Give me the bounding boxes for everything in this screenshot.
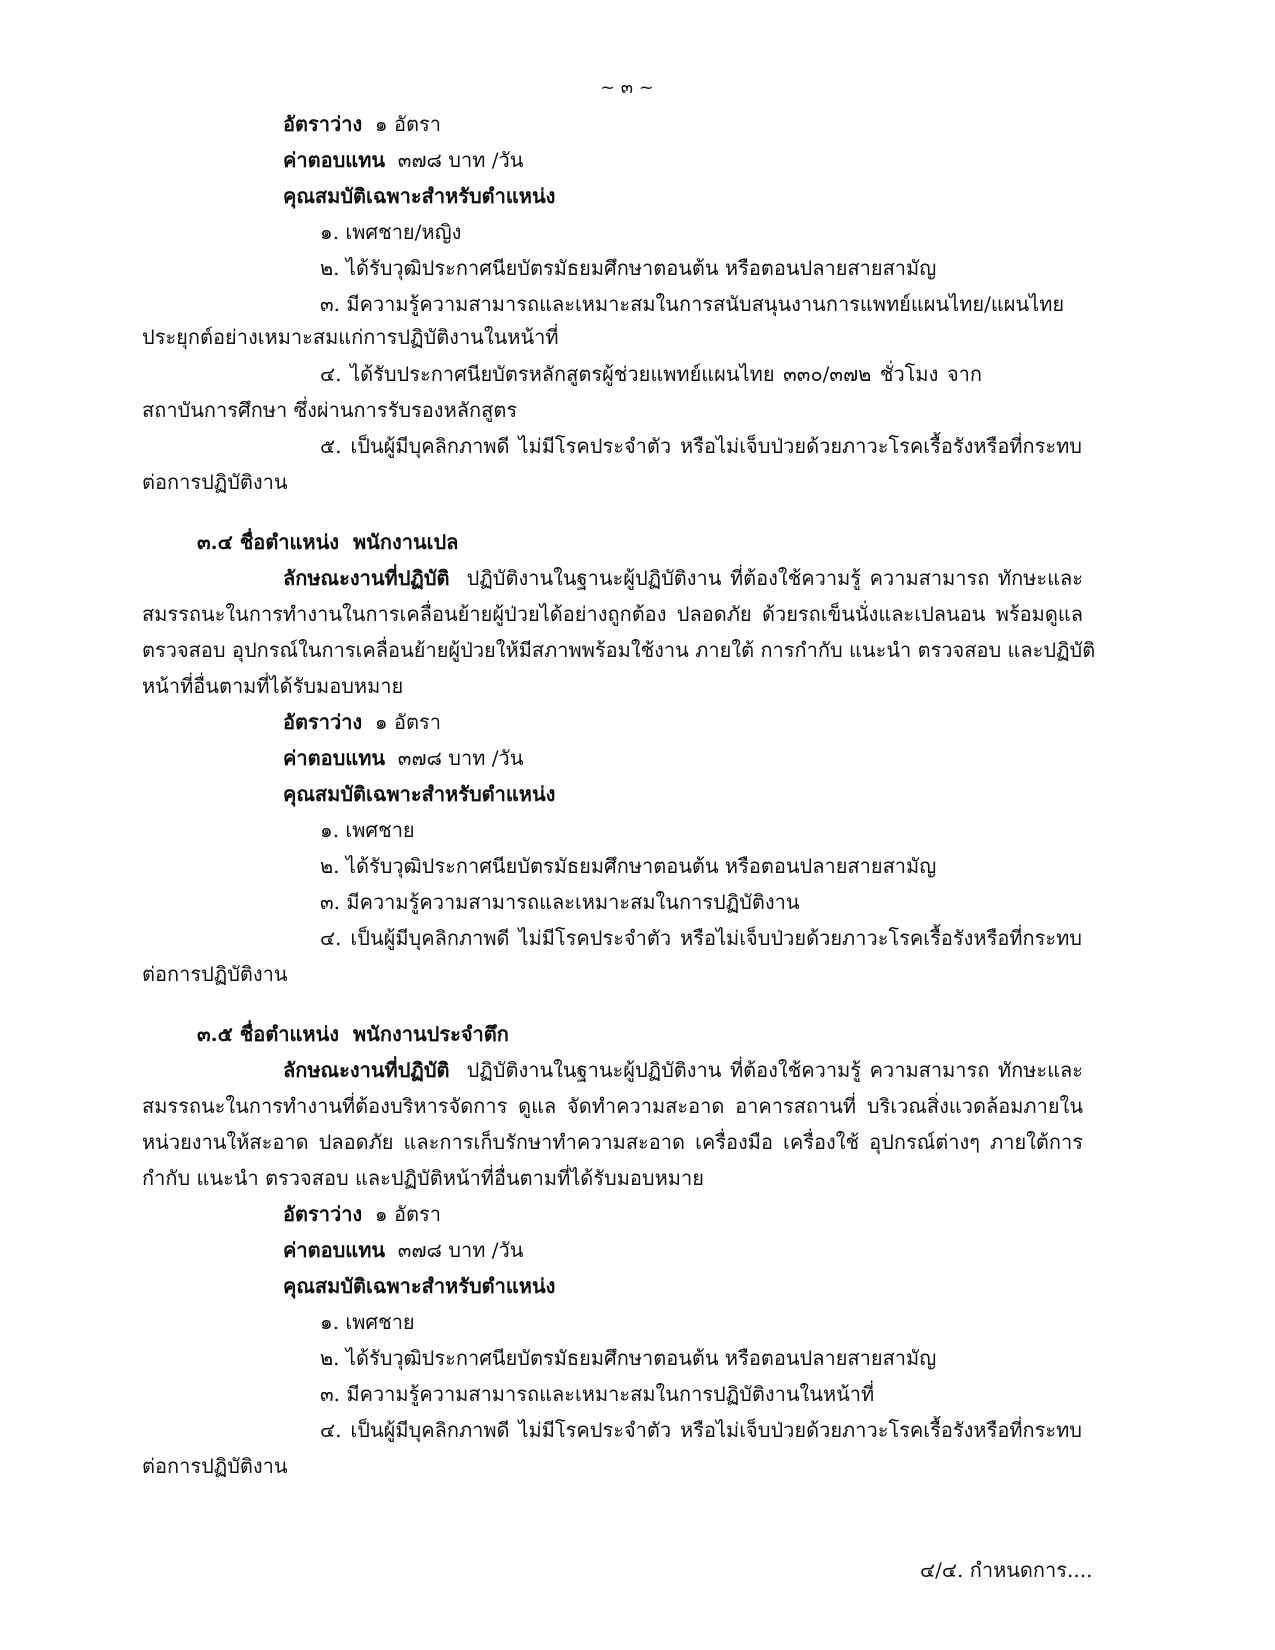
s35-job1 xyxy=(283,1056,1083,1084)
s33-qual-heading: คุณสมบัติเฉพาะสำหรับตำแหน่ง xyxy=(283,184,556,208)
vacancy-label: อัตราว่าง xyxy=(283,710,363,734)
vacancy-label: อัตราว่าง xyxy=(283,112,363,136)
s33-q3a: ๓. มีความรู้ความสามารถและเหมาะสมในการสนับสนุนงานการแพทย์แผนไทย/แผนไทย xyxy=(320,292,1065,316)
vacancy-value: ๑ อัตรา xyxy=(374,112,441,136)
s34-q3: ๓. มีความรู้ความสามารถและเหมาะสมในการปฏิบัติงาน xyxy=(320,890,800,914)
s33-pay xyxy=(283,146,523,174)
s35-job2: สมรรถนะในการทำงานที่ต้องบริหารจัดการ ดูแล จัดทำความสะอาด อาคารสถานที่ บริเวณสิ่งแวดล้อมภายใน xyxy=(142,1094,1083,1118)
heading-number: ๓.๔ ชื่อตำแหน่ง xyxy=(197,530,340,554)
s35-q3: ๓. มีความรู้ความสามารถและเหมาะสมในการปฏิบัติงานในหน้าที่ xyxy=(320,1382,875,1406)
job-text: ปฏิบัติงานในฐานะผู้ปฏิบัติงาน ที่ต้องใช้ความรู้ ความสามารถ ทักษะและ xyxy=(466,1058,1083,1082)
s35-job4: กำกับ แนะนำ ตรวจสอบ และปฏิบัติหน้าที่อื่นตามที่ได้รับมอบหมาย xyxy=(142,1166,704,1190)
s34-job4: หน้าที่อื่นตามที่ได้รับมอบหมาย xyxy=(142,674,404,698)
s35-pay xyxy=(283,1236,523,1264)
s35-q4b: ต่อการปฏิบัติงาน xyxy=(142,1454,288,1478)
s34-q4b: ต่อการปฏิบัติงาน xyxy=(142,962,288,986)
s34-q4a: ๔. เป็นผู้มีบุคลิกภาพดี ไม่มีโรคประจำตัว หรือไม่เจ็บป่วยด้วยภาวะโรคเรื้อรังหรือที่กระทบ xyxy=(320,926,1082,950)
heading-title: พนักงานประจำตึก xyxy=(353,1022,509,1046)
s35-q1: ๑. เพศชาย xyxy=(320,1310,415,1334)
s35-job3: หน่วยงานให้สะอาด ปลอดภัย และการเก็บรักษาทำความสะอาด เครื่องมือ เครื่องใช้ อุปกรณ์ต่างๆ ภายใต้การ xyxy=(142,1130,1083,1154)
pay-value: ๓๗๘ บาท /วัน xyxy=(397,746,524,770)
s34-job2: สมรรถนะในการทำงานในการเคลื่อนย้ายผู้ป่วยได้อย่างถูกต้อง ปลอดภัย ด้วยรถเข็นนั่งและเปลนอน พร้อมดูแล xyxy=(142,602,1083,626)
s33-q3b: ประยุกต์อย่างเหมาะสมแก่การปฏิบัติงานในหน้าที่ xyxy=(142,325,559,349)
pay-label: ค่าตอบแทน xyxy=(283,148,386,172)
footer-continuation: ๔/๔. กำหนดการ.... xyxy=(920,1558,1093,1582)
s35-q4a: ๔. เป็นผู้มีบุคลิกภาพดี ไม่มีโรคประจำตัว หรือไม่เจ็บป่วยด้วยภาวะโรคเรื้อรังหรือที่กระทบ xyxy=(320,1418,1082,1442)
pay-label: ค่าตอบแทน xyxy=(283,746,386,770)
s33-q1: ๑. เพศชาย/หญิง xyxy=(320,220,462,244)
s34-job3: ตรวจสอบ อุปกรณ์ในการเคลื่อนย้ายผู้ป่วยให้มีสภาพพร้อมใช้งาน ภายใต้ การกำกับ แนะนำ ตรวจสอบ และปฏิบัติ xyxy=(142,638,1096,662)
s35-qual-heading: คุณสมบัติเฉพาะสำหรับตำแหน่ง xyxy=(283,1274,556,1298)
job-text: ปฏิบัติงานในฐานะผู้ปฏิบัติงาน ที่ต้องใช้ความรู้ ความสามารถ ทักษะและ xyxy=(466,566,1083,590)
heading-title: พนักงานเปล xyxy=(353,530,459,554)
heading-number: ๓.๕ ชื่อตำแหน่ง xyxy=(197,1022,340,1046)
s33-q2: ๒. ได้รับวุฒิประกาศนียบัตรมัธยมศึกษาตอนต้น หรือตอนปลายสายสามัญ xyxy=(320,256,937,280)
s34-qual-heading: คุณสมบัติเฉพาะสำหรับตำแหน่ง xyxy=(283,782,556,806)
s35-q2: ๒. ได้รับวุฒิประกาศนียบัตรมัธยมศึกษาตอนต้น หรือตอนปลายสายสามัญ xyxy=(320,1346,937,1370)
s34-q1: ๑. เพศชาย xyxy=(320,818,415,842)
s33-vacancy xyxy=(283,110,441,138)
s35-vacancy xyxy=(283,1200,441,1228)
s33-q5b: ต่อการปฏิบัติงาน xyxy=(142,470,288,494)
s33-q5a: ๕. เป็นผู้มีบุคลิกภาพดี ไม่มีโรคประจำตัว หรือไม่เจ็บป่วยด้วยภาวะโรคเรื้อรังหรือที่กระทบ xyxy=(320,434,1082,458)
s34-q2: ๒. ได้รับวุฒิประกาศนียบัตรมัธยมศึกษาตอนต้น หรือตอนปลายสายสามัญ xyxy=(320,854,937,878)
job-label: ลักษณะงานที่ปฏิบัติ xyxy=(283,566,450,590)
s33-q4b: สถาบันการศึกษา ซึ่งผ่านการรับรองหลักสูตร xyxy=(142,398,518,422)
vacancy-value: ๑ อัตรา xyxy=(374,710,441,734)
pay-label: ค่าตอบแทน xyxy=(283,1238,386,1262)
job-label: ลักษณะงานที่ปฏิบัติ xyxy=(283,1058,450,1082)
s34-heading xyxy=(197,528,458,556)
vacancy-label: อัตราว่าง xyxy=(283,1202,363,1226)
s33-q4a: ๔. ได้รับประกาศนียบัตรหลักสูตรผู้ช่วยแพทย์แผนไทย ๓๓๐/๓๗๒ ชั่วโมง จาก xyxy=(320,362,982,386)
pay-value: ๓๗๘ บาท /วัน xyxy=(397,1238,524,1262)
vacancy-value: ๑ อัตรา xyxy=(374,1202,441,1226)
s34-pay xyxy=(283,744,523,772)
s34-job1 xyxy=(283,564,1083,592)
s34-vacancy xyxy=(283,708,441,736)
pay-value: ๓๗๘ บาท /วัน xyxy=(397,148,524,172)
page-number: ~ ๓ ~ xyxy=(600,77,654,98)
s35-heading xyxy=(197,1020,509,1048)
